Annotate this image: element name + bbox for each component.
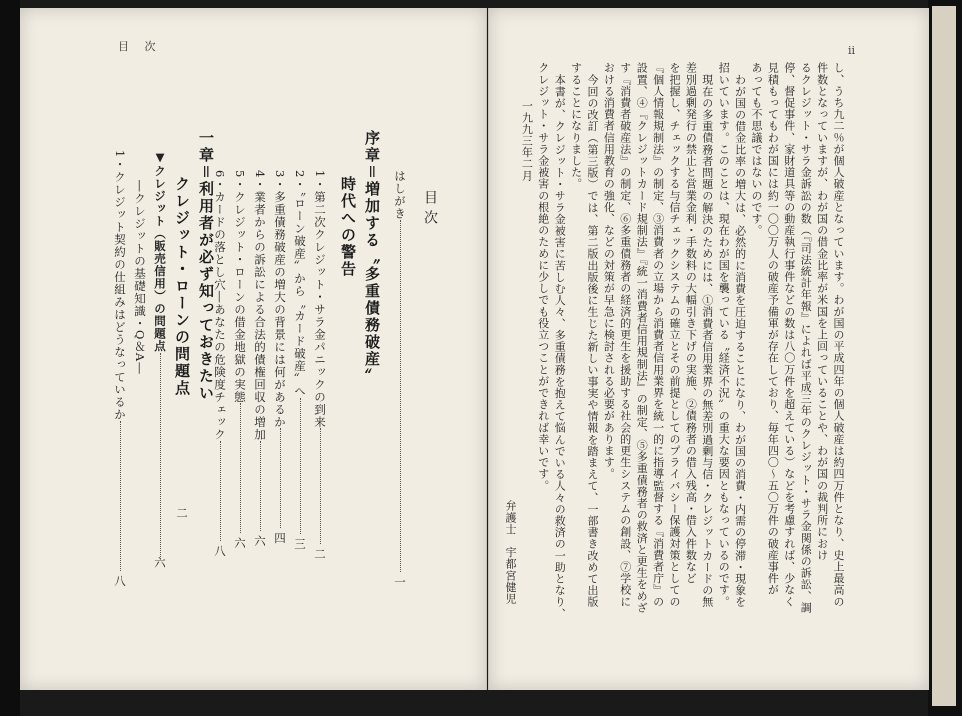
- scan-border-left: [0, 0, 20, 716]
- toc-item-p5: 5・クレジット・ローンの借金地獄の実態六: [233, 170, 247, 550]
- chapter1-section: ▼クレジット（販売信用）の問題点六: [153, 150, 167, 569]
- running-header-left: 目 次: [118, 40, 162, 53]
- prologue-subtitle: 時代への警告: [339, 176, 357, 278]
- preface-line: 差別過剰発行の禁止と営業金利・手数料の大幅引き下げの実施、②債務者の借入残高・借入件数など: [684, 62, 698, 584]
- prologue-label: 序章＝増加する〝多重債務破産〟: [363, 130, 381, 386]
- preface-line: あっても不思議ではないのです。: [750, 62, 763, 236]
- toc-item-p1: 1・第二次クレジット・サラ金パニックの到来二: [313, 170, 327, 561]
- preface-line: クレジット・サラ金被害の根絶のために少しでも役立つことができれば幸いです。: [536, 62, 550, 492]
- toc-title: 目次: [422, 190, 438, 230]
- toc-item-p2: 2・〝ローン破産〟から〝カード破産〟へ三: [293, 170, 307, 551]
- toc-item-p3: 3・多重債務破産の増大の背景には何があるか四: [273, 170, 287, 545]
- preface-line: 設置、④『クレジットカード規制法』『統一消費者信用規制法』の制定、⑤多重債務者の救済と更生をめざ: [635, 62, 649, 614]
- chapter1-section-sub: ―クレジットの基礎知識・Q＆A―: [133, 180, 147, 375]
- preface-line: 本書が、クレジット・サラ金被害に苦しむ人々、多重債務を抱えて悩んでいる人々の救済の一助となり、: [553, 74, 567, 620]
- preface-line: 見積もってもわが国には約一〇〇万人の破産予備軍が存在しており、毎年四〇～五〇万件の破産事件が: [766, 62, 780, 596]
- author-signature: 弁護士 宇都宮健児: [504, 500, 517, 605]
- preface-line: 招いています。このことは、現在わが国を襲っている〝経済不況〟の重大な要因ともなっているのです。: [717, 62, 731, 608]
- page-number-ii: ii: [848, 44, 856, 57]
- preface-line: 停、督促事件、家財道具等の動産執行事件などの数は八〇万件を超えている）などを考慮すれば、少なく: [782, 62, 796, 608]
- preface-line: を把握し、チェックする与信チェックシステムの確立とその前提としてのプライバシー保護対策としての: [668, 62, 681, 608]
- date-line: 一九九三年二月: [520, 100, 534, 182]
- toc-item-p6: 6・カードの落とし穴―あなたの危険度チェック八: [213, 170, 227, 558]
- toc-item-c1: 1・クレジット契約の仕組みはどうなっているか八: [113, 150, 127, 588]
- preface-line: 現在の多重債務者問題の解決のためには、①消費者信用業界の無差別過剰与信・クレジットカードの無: [700, 74, 714, 608]
- chapter1-subtitle: クレジット・ローンの問題点二: [173, 176, 191, 521]
- preface-line: 今回の改訂（第三版）では、第二版出版後に生じた新しい事実や情報を踏まえて、一部書き改めて出版: [586, 74, 599, 608]
- preface-line: 『個人情報規制法』の制定、③消費者の立場から消費者信用業界を統一的に指導監督する『消費者庁』の: [651, 62, 665, 608]
- toc-item-p4: 4・業者からの訴訟による合法的債権回収の増加六: [253, 170, 267, 548]
- chapter1-label: 一章＝利用者が必ず知っておきたい: [197, 130, 215, 403]
- scan-border-right: [928, 0, 962, 716]
- preface-line: 件数となっていますが、わが国の借金比率が米国を上回っていることや、わが国の裁判所におけ: [815, 62, 829, 561]
- toc-item-hajimeni: はしがき一: [393, 170, 407, 589]
- preface-line: することになりました。: [569, 62, 583, 190]
- preface-line: わが国の借金比率の増大は、必然的に消費を圧迫することになり、わが国の消費・内需の停滞・現象を: [733, 74, 747, 608]
- preface-line: るクレジット・サラ金訴訟の数（『司法統計年報』によれば平成三年のクレジット・サラ金関係の訴訟、調: [799, 62, 813, 614]
- preface-line: す『消費者破産法』の制定、⑥多重債務者の経済的更生を援助する社会的更生システムの創設、⑦学校に: [618, 62, 632, 608]
- preface-line: し、うち九二％が個人破産となっています。わが国の平成四年の個人破産は約四万件となり、史上最高の: [832, 62, 845, 608]
- preface-line: おける消費者信用教育の強化、などの対策が早急に検討される必要があります。: [602, 62, 616, 480]
